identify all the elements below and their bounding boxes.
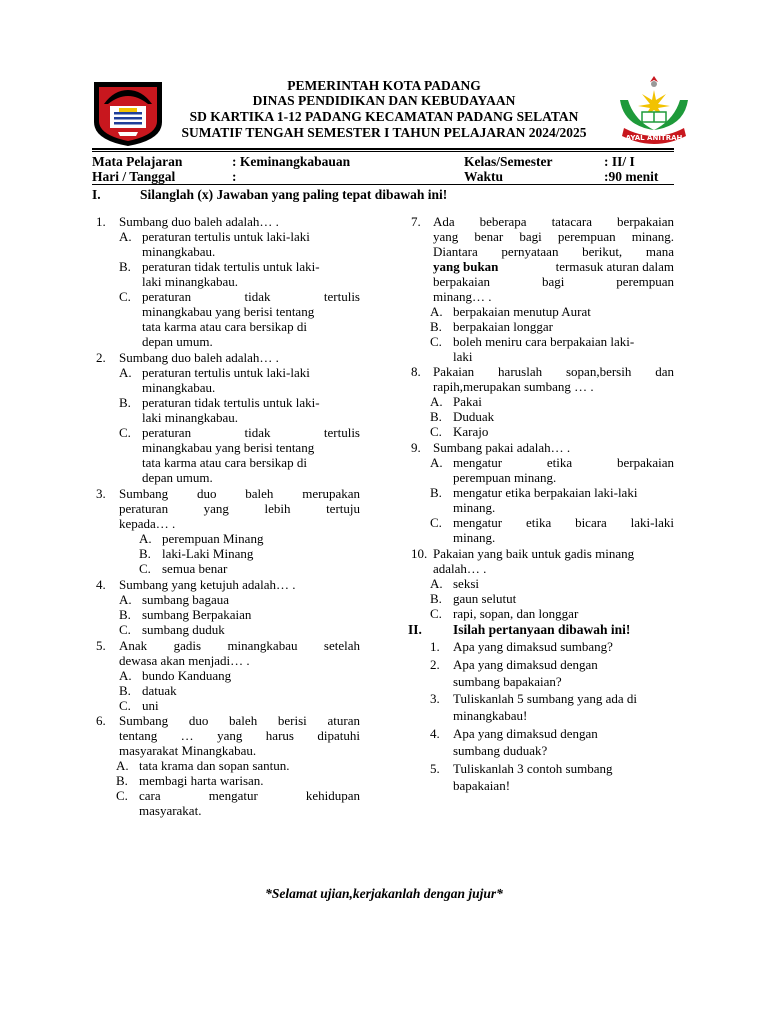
q4-option-a: sumbang bagaua [142, 592, 230, 607]
q6-option-c-letter: C. [116, 788, 128, 803]
q8-option-a-letter: A. [430, 394, 443, 409]
q9-option-b-letter: B. [430, 485, 442, 500]
section-1-number: I. [92, 187, 101, 202]
q7-option-b-letter: B. [430, 319, 442, 334]
q6-option-b: membagi harta warisan. [139, 773, 264, 788]
question-6-text: Sumbang duo baleh berisi aturan [119, 713, 360, 728]
q6-option-c-cont: masyarakat. [139, 803, 202, 818]
q6-option-a: tata krama dan sopan santun. [139, 758, 290, 773]
question-7-text-cont3 [433, 259, 674, 274]
question-7-text-cont5: minang… . [433, 289, 492, 304]
q8-option-a: Pakai [453, 394, 482, 409]
class-label: Kelas/Semester [464, 154, 553, 169]
q10-option-a: seksi [453, 576, 479, 591]
q3-option-a-letter: A. [139, 531, 152, 546]
q5-option-b: datuak [142, 683, 177, 698]
q9-option-b: mengatur etika berpakaian laki-laki [453, 485, 638, 500]
q10-option-c-letter: C. [430, 606, 442, 621]
essay-2-number: 2. [430, 657, 440, 672]
q9-option-c: mengatur etika bicara laki-laki [453, 515, 674, 530]
essay-3-number: 3. [430, 691, 440, 706]
q5-option-c-letter: C. [119, 698, 131, 713]
essay-3-text-cont: minangkabau! [453, 708, 528, 723]
q9-option-b-cont: minang. [453, 500, 496, 515]
q10-option-c: rapi, sopan, dan longgar [453, 606, 579, 621]
q5-option-c: uni [142, 698, 159, 713]
q1-option-c-cont2: tata karma atau cara bersikap di [142, 319, 307, 334]
subject-label: Mata Pelajaran [92, 154, 183, 169]
q6-option-a-letter: A. [116, 758, 129, 773]
q5-option-a: bundo Kanduang [142, 668, 232, 683]
header-government: PEMERINTAH KOTA PADANG [287, 78, 481, 93]
question-7-number: 7. [411, 214, 421, 229]
header-school: SD KARTIKA 1-12 PADANG KECAMATAN PADANG SELATAN [189, 109, 579, 124]
question-9-text: Sumbang pakai adalah… . [433, 440, 571, 455]
q3-option-b: laki-Laki Minang [162, 546, 254, 561]
q3-option-c-letter: C. [139, 561, 151, 576]
q10-option-b: gaun selutut [453, 591, 517, 606]
question-5-text: Anak gadis minangkabau setelah [119, 638, 360, 653]
q9-option-a-cont: perempuan minang. [453, 470, 557, 485]
q2-option-c: peraturan tidak tertulis [142, 425, 360, 440]
q2-option-c-cont1: minangkabau yang berisi tentang [142, 440, 315, 455]
essay-5-text: Tuliskanlah 3 contoh sumbang [453, 761, 613, 776]
q7-option-a-letter: A. [430, 304, 443, 319]
header-exam-title: SUMATIF TENGAH SEMESTER I TAHUN PELAJARAN 2024/2025 [181, 125, 587, 140]
q5-option-b-letter: B. [119, 683, 131, 698]
q10-option-b-letter: B. [430, 591, 442, 606]
header-divider-thin [92, 151, 674, 152]
essay-5-text-cont: bapakaian! [453, 778, 511, 793]
question-6-number: 6. [96, 713, 106, 728]
essay-2-text-cont: sumbang bapakaian? [453, 674, 562, 689]
q1-option-c: peraturan tidak tertulis [142, 289, 360, 304]
question-2-number: 2. [96, 350, 106, 365]
essay-2-text: Apa yang dimaksud dengan [453, 657, 598, 672]
question-10-text: Pakaian yang baik untuk gadis minang [433, 546, 635, 561]
school-logo-motto: AYAL ANITRAH [625, 134, 683, 142]
info-divider [92, 184, 674, 185]
question-10-text-cont: adalah… . [433, 561, 487, 576]
time-value: :90 menit [604, 169, 659, 184]
closing-message: *Selamat ujian,kerjakanlah dengan jujur* [265, 886, 503, 901]
q10-option-a-letter: A. [430, 576, 443, 591]
q3-option-a: perempuan Minang [162, 531, 264, 546]
q2-option-a-cont: minangkabau. [142, 380, 216, 395]
q7-option-c-letter: C. [430, 334, 442, 349]
q6-option-c: cara mengatur kehidupan [139, 788, 360, 803]
q3-option-c: semua benar [162, 561, 228, 576]
question-1-number: 1. [96, 214, 106, 229]
question-5-text-cont: dewasa akan menjadi… . [119, 653, 250, 668]
q1-option-b-cont: laki minangkabau. [142, 274, 239, 289]
q6-option-b-letter: B. [116, 773, 128, 788]
q9-option-c-cont: minang. [453, 530, 496, 545]
question-10-number: 10. [411, 546, 428, 561]
question-7-text-cont3b: termasuk aturan dalam [555, 259, 674, 274]
section-1-title: Silanglah (x) Jawaban yang paling tepat dibawah ini! [140, 187, 448, 202]
header-divider [92, 148, 674, 150]
question-9-number: 9. [411, 440, 421, 455]
question-8-text: Pakaian haruslah sopan,bersih dan [433, 364, 674, 379]
question-3-text: Sumbang duo baleh merupakan [119, 486, 360, 501]
question-2-text: Sumbang duo baleh adalah… . [119, 350, 279, 365]
question-1-text: Sumbang duo baleh adalah… . [119, 214, 279, 229]
q3-option-b-letter: B. [139, 546, 151, 561]
q1-option-b: peraturan tidak tertulis untuk laki- [142, 259, 320, 274]
q7-option-c: boleh meniru cara berpakaian laki- [453, 334, 635, 349]
q2-option-c-cont2: tata karma atau cara bersikap di [142, 455, 307, 470]
section-2-number: II. [408, 622, 422, 637]
q4-option-b-letter: B. [119, 607, 131, 622]
essay-4-text-cont: sumbang duduak? [453, 743, 548, 758]
q2-option-c-letter: C. [119, 425, 131, 440]
question-8-text-cont: rapih,merupakan sumbang … . [433, 379, 594, 394]
q9-option-a-letter: A. [430, 455, 443, 470]
essay-5-number: 5. [430, 761, 440, 776]
date-value: : [232, 169, 237, 184]
essay-4-text: Apa yang dimaksud dengan [453, 726, 598, 741]
q8-option-c-letter: C. [430, 424, 442, 439]
q2-option-b-cont: laki minangkabau. [142, 410, 239, 425]
q4-option-c-letter: C. [119, 622, 131, 637]
question-8-number: 8. [411, 364, 421, 379]
subject-value: : Keminangkabauan [232, 154, 351, 169]
q2-option-b-letter: B. [119, 395, 131, 410]
q2-option-c-cont3: depan umum. [142, 470, 213, 485]
question-6-text-cont2: masyarakat Minangkabau. [119, 743, 257, 758]
q7-option-b: berpakaian longgar [453, 319, 553, 334]
section-2-title: Isilah pertanyaan dibawah ini! [453, 622, 631, 637]
time-label: Waktu [464, 169, 504, 184]
q1-option-c-cont3: depan umum. [142, 334, 213, 349]
question-7-text: Ada beberapa tatacara berpakaian [433, 214, 674, 229]
q8-option-b: Duduak [453, 409, 495, 424]
q2-option-b: peraturan tidak tertulis untuk laki- [142, 395, 320, 410]
q9-option-a: mengatur etika berpakaian [453, 455, 674, 470]
question-4-text: Sumbang yang ketujuh adalah… . [119, 577, 296, 592]
q4-option-b: sumbang Berpakaian [142, 607, 252, 622]
q1-option-c-letter: C. [119, 289, 131, 304]
question-4-number: 4. [96, 577, 106, 592]
date-label: Hari / Tanggal [92, 169, 176, 184]
question-3-number: 3. [96, 486, 106, 501]
q9-option-c-letter: C. [430, 515, 442, 530]
question-7-emphasis: yang bukan [433, 259, 499, 274]
essay-3-text: Tuliskanlah 5 sumbang yang ada di [453, 691, 638, 706]
q7-option-c-cont: laki [453, 349, 473, 364]
essay-1-number: 1. [430, 639, 440, 654]
question-7-text-cont2: Diantara pernyataan berikut, mana [433, 244, 674, 259]
q8-option-b-letter: B. [430, 409, 442, 424]
q1-option-c-cont1: minangkabau yang berisi tentang [142, 304, 315, 319]
question-7-text-cont4: berpakaian bagi perempuan [433, 274, 674, 289]
class-value: : II/ I [604, 154, 635, 169]
q1-option-a-letter: A. [119, 229, 132, 244]
q7-option-a: berpakaian menutup Aurat [453, 304, 591, 319]
q2-option-a-letter: A. [119, 365, 132, 380]
q1-option-a-cont: minangkabau. [142, 244, 216, 259]
header-department: DINAS PENDIDIKAN DAN KEBUDAYAAN [252, 93, 516, 108]
essay-4-number: 4. [430, 726, 440, 741]
essay-1-text: Apa yang dimaksud sumbang? [453, 639, 613, 654]
q8-option-c: Karajo [453, 424, 489, 439]
question-5-number: 5. [96, 638, 106, 653]
q1-option-a: peraturan tertulis untuk laki-laki [142, 229, 310, 244]
q1-option-b-letter: B. [119, 259, 131, 274]
q2-option-a: peraturan tertulis untuk laki-laki [142, 365, 310, 380]
q4-option-a-letter: A. [119, 592, 132, 607]
q5-option-a-letter: A. [119, 668, 132, 683]
question-7-text-cont1: yang benar bagi perempuan minang. [433, 229, 674, 244]
question-3-text-cont1: peraturan yang lebih tertuju [119, 501, 360, 516]
question-6-text-cont1: tentang … yang harus dipatuhi [119, 728, 360, 743]
question-3-text-cont2: kepada… . [119, 516, 176, 531]
q4-option-c: sumbang duduk [142, 622, 225, 637]
